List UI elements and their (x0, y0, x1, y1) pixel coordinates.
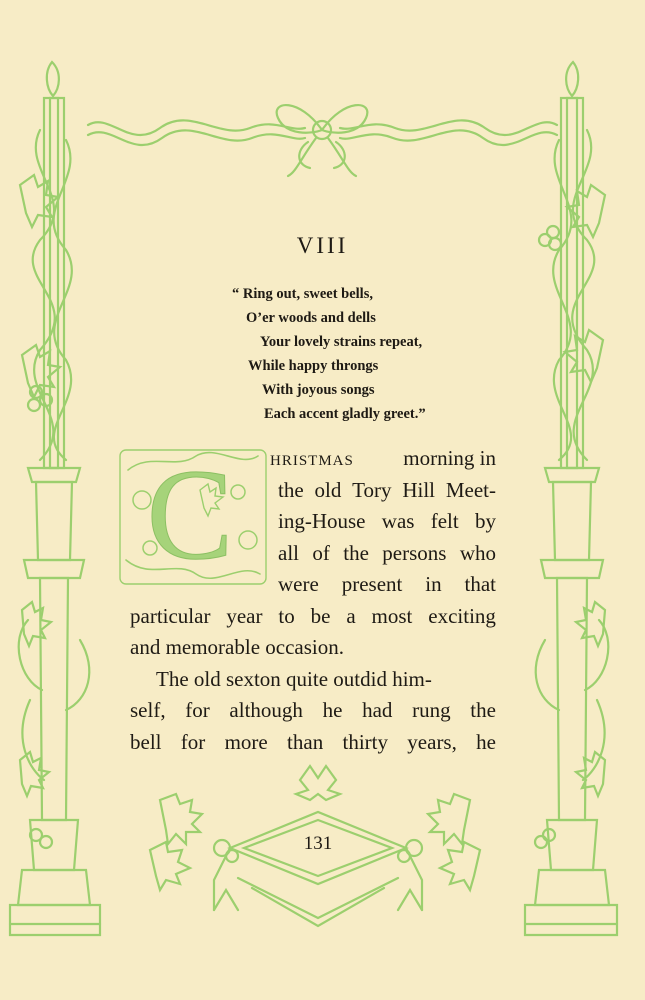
line-text: bell for more than thirty years, he (130, 729, 496, 754)
line-text: particular year to be a most exciting (130, 603, 496, 628)
candle-pillar-right (525, 62, 617, 935)
drop-cap-letter: C (146, 446, 234, 587)
line-text: were present in that (278, 572, 496, 596)
verse-line: O’er woods and dells (246, 310, 376, 326)
line-text: The old sexton quite outdid him- (156, 666, 432, 691)
page-number: 131 (303, 833, 333, 854)
verse-line: While happy throngs (248, 358, 379, 374)
text-line (130, 727, 496, 759)
text-line (130, 632, 496, 664)
line-text: all of the persons who (278, 540, 496, 565)
chapter-heading: VIII (296, 233, 349, 258)
verse-line: Your lovely strains repeat, (260, 334, 423, 350)
text-line (130, 695, 496, 727)
text-line (130, 664, 496, 696)
line-text: self, for although he had rung the (130, 698, 496, 722)
text-line (130, 569, 496, 601)
line-text: ing-House was felt by (278, 509, 496, 533)
line-text: morning in (403, 446, 496, 470)
line-text: the old Tory Hill Meet- (278, 477, 496, 502)
text-line (130, 538, 496, 570)
text-line (130, 506, 496, 538)
opening-word: hristmas (270, 446, 354, 470)
ribbon-bow-top (88, 105, 557, 176)
text-line (130, 475, 496, 507)
line-text: and memorable occasion. (130, 635, 344, 659)
body-text (130, 443, 496, 758)
verse-line: With joyous songs (262, 382, 375, 398)
verse-line: Each accent gladly greet.” (264, 406, 426, 422)
text-line (130, 601, 496, 633)
text-line (130, 443, 496, 475)
candle-pillar-left (10, 62, 100, 935)
epigraph-verse (230, 282, 490, 426)
verse-line: “ Ring out, sweet bells, (232, 286, 373, 302)
